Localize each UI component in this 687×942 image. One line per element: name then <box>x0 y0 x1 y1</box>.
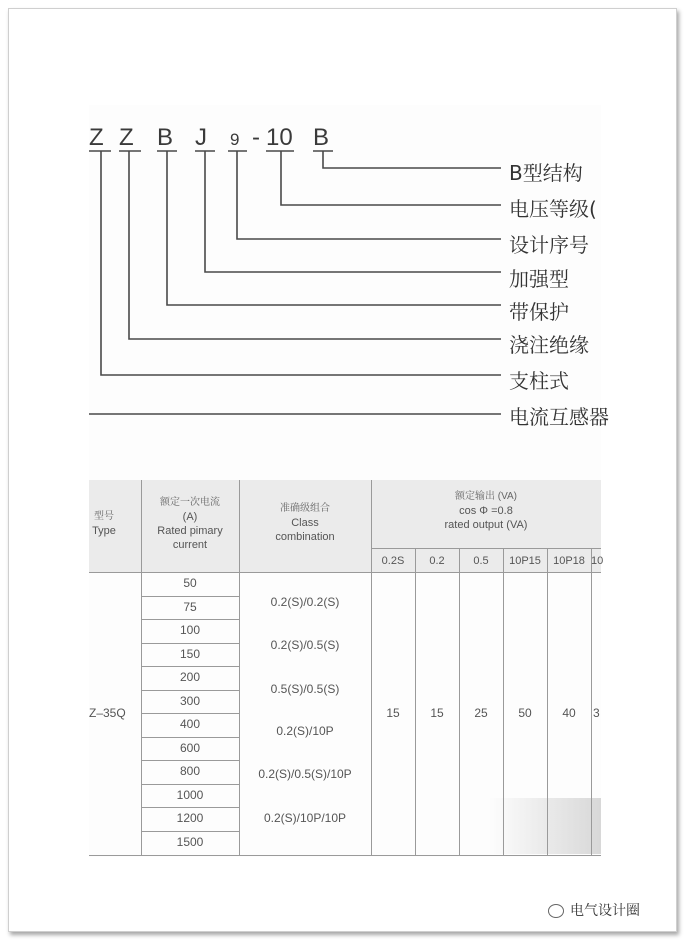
output-value: 15 <box>386 706 400 720</box>
output-header-zh: 额定输出 (VA) <box>454 491 518 502</box>
code-letter: J <box>195 124 207 151</box>
current-value: 600 <box>179 740 201 755</box>
current-value: 400 <box>179 717 201 731</box>
current-value: 50 <box>183 576 197 590</box>
output-sub-header: 10P15 <box>509 555 541 567</box>
class-value: 0.2(S)/10P/10P <box>263 811 347 825</box>
current-value: 150 <box>179 646 201 661</box>
output-value: 40 <box>562 706 576 720</box>
output-sub-header: 10P18 <box>553 555 585 567</box>
legend-item: 支柱式 <box>509 369 569 393</box>
spec-table <box>89 480 604 856</box>
document-frame <box>8 8 677 932</box>
type-header-zh: 型号 <box>94 511 114 522</box>
watermark <box>548 900 640 920</box>
current-value: 1000 <box>176 787 204 802</box>
legend-item: 加强型 <box>509 267 569 291</box>
current-header-zh: 额定一次电流 <box>160 497 220 508</box>
class-header-en: Class <box>291 517 319 529</box>
output-value: 25 <box>474 706 488 720</box>
type-value: Z–35Q <box>89 706 126 720</box>
code-letter: 10 <box>266 124 293 151</box>
output-sub-header: 0.5 <box>473 555 489 567</box>
legend-item: 浇注绝缘 <box>509 333 589 357</box>
current-value: 300 <box>179 693 201 708</box>
watermark-text: 电气设计圈 <box>570 903 640 919</box>
wechat-icon <box>548 904 564 918</box>
code-letter: Z <box>89 124 104 151</box>
class-header-zh: 准确级组合 <box>280 503 330 514</box>
class-value: 0.5(S)/0.5(S) <box>270 682 340 696</box>
class-value: 0.2(S)/0.5(S)/10P <box>258 767 352 781</box>
code-letter: 9 <box>230 130 240 149</box>
current-header-en: Rated pimary <box>157 525 223 537</box>
output-sub-header: 0.2 <box>429 555 445 567</box>
output-sub-header: 0.2S <box>381 555 405 567</box>
legend-item: 电压等级( <box>509 197 597 221</box>
current-value: 200 <box>179 670 201 684</box>
legend-item: B型结构 <box>509 161 583 185</box>
current-header-unit: (A) <box>182 511 198 523</box>
code-letter: Z <box>119 124 134 151</box>
output-value: 3 <box>593 706 600 720</box>
legend-item: 设计序号 <box>509 233 589 257</box>
current-value: 100 <box>179 623 201 637</box>
code-letter: - <box>252 124 260 151</box>
class-value: 0.2(S)/10P <box>276 724 334 738</box>
current-value: 1500 <box>176 834 204 849</box>
class-value: 0.2(S)/0.5(S) <box>270 638 340 652</box>
class-value: 0.2(S)/0.2(S) <box>270 595 340 609</box>
output-value: 15 <box>430 706 444 720</box>
legend-item: 电流互感器 <box>509 405 609 429</box>
code-letter: B <box>157 124 174 151</box>
code-letter: B <box>313 124 330 151</box>
output-header-en: rated output (VA) <box>444 519 528 531</box>
fade-overlay <box>489 798 601 854</box>
output-header-cos: cos Φ =0.8 <box>459 505 513 517</box>
class-header-en: combination <box>275 531 335 543</box>
current-header-en: current <box>172 539 208 551</box>
current-value: 1200 <box>176 811 204 825</box>
output-value: 50 <box>518 706 532 720</box>
current-value: 800 <box>179 764 201 778</box>
type-header-en: Type <box>92 525 116 537</box>
output-sub-header: 10 <box>591 555 604 567</box>
document-image <box>89 105 609 857</box>
legend-item: 带保护 <box>509 300 569 324</box>
current-value: 75 <box>183 599 197 614</box>
